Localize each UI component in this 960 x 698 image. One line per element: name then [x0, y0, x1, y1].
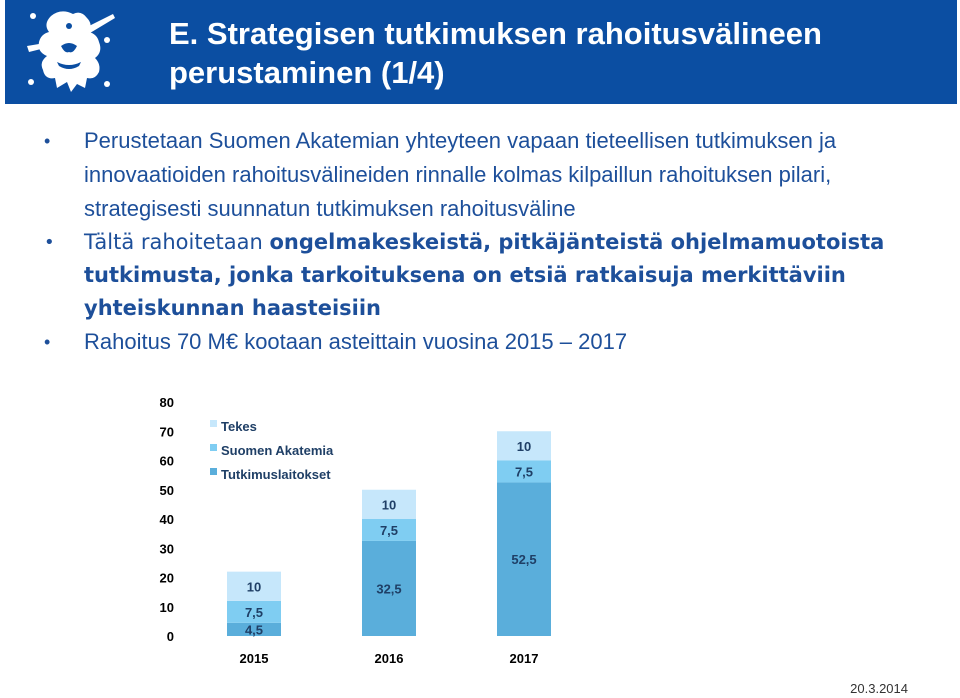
footer-date: 20.3.2014 — [850, 681, 908, 696]
legend-label: Tekes — [221, 419, 257, 434]
x-tick-label: 2015 — [239, 651, 269, 666]
bullet-emphasis: ongelmakeskeistä, pitkäjänteistä ohjelmamuotoista tutkimusta, jonka tarkoituksena on etsiä ratkaisuja merkittäviin yhteiskunnan haasteisiin — [84, 230, 885, 320]
bullet-item — [44, 226, 924, 325]
y-tick-label: 10 — [159, 599, 174, 615]
bullet-item: • Rahoitus 70 M€ kootaan asteittain vuosina 2015 – 2017 — [44, 325, 924, 359]
data-label: 10 — [246, 579, 262, 595]
funding-bar-chart — [140, 384, 580, 670]
data-label: 7,5 — [379, 522, 399, 538]
slide-title: E. Strategisen tutkimuksen rahoitusvälineen perustaminen (1/4) — [169, 16, 822, 90]
bullet-list — [44, 124, 924, 359]
legend-swatch — [210, 468, 217, 475]
y-tick-label: 40 — [159, 512, 174, 527]
y-tick-label: 80 — [159, 395, 174, 410]
x-tick-label: 2017 — [509, 651, 539, 666]
y-tick-label: 20 — [159, 570, 174, 586]
legend-label: Suomen Akatemia — [221, 443, 334, 458]
data-label: 7,5 — [244, 604, 264, 620]
slide-header — [5, 0, 957, 104]
legend-label: Tutkimuslaitokset — [221, 467, 331, 482]
legend-swatch — [210, 444, 217, 451]
data-label: 52,5 — [511, 552, 537, 568]
legend-swatch — [210, 420, 217, 427]
data-label: 7,5 — [514, 464, 534, 480]
data-label: 4,5 — [244, 622, 264, 638]
x-tick-label: 2016 — [374, 651, 404, 666]
y-tick-label: 60 — [159, 453, 174, 469]
bullet-text: Tältä rahoitetaan — [84, 230, 270, 254]
data-label: 10 — [381, 497, 397, 513]
y-tick-label: 50 — [159, 482, 174, 498]
bullet-item: • Perustetaan Suomen Akatemian yhteyteen vapaan tieteellisen tutkimuksen ja innovaatioiden rahoitusvälineiden rinnalle kolmas kilpaillun rahoituksen pilari, strategisesti suunnatun tutkimuksen rahoitusväline — [44, 124, 924, 226]
data-label: 32,5 — [376, 581, 402, 597]
y-tick-label: 70 — [159, 424, 174, 440]
y-tick-label: 30 — [159, 541, 174, 557]
y-tick-label: 0 — [166, 629, 174, 644]
finnish-lion-emblem-icon — [21, 6, 117, 96]
data-label: 10 — [516, 438, 532, 454]
